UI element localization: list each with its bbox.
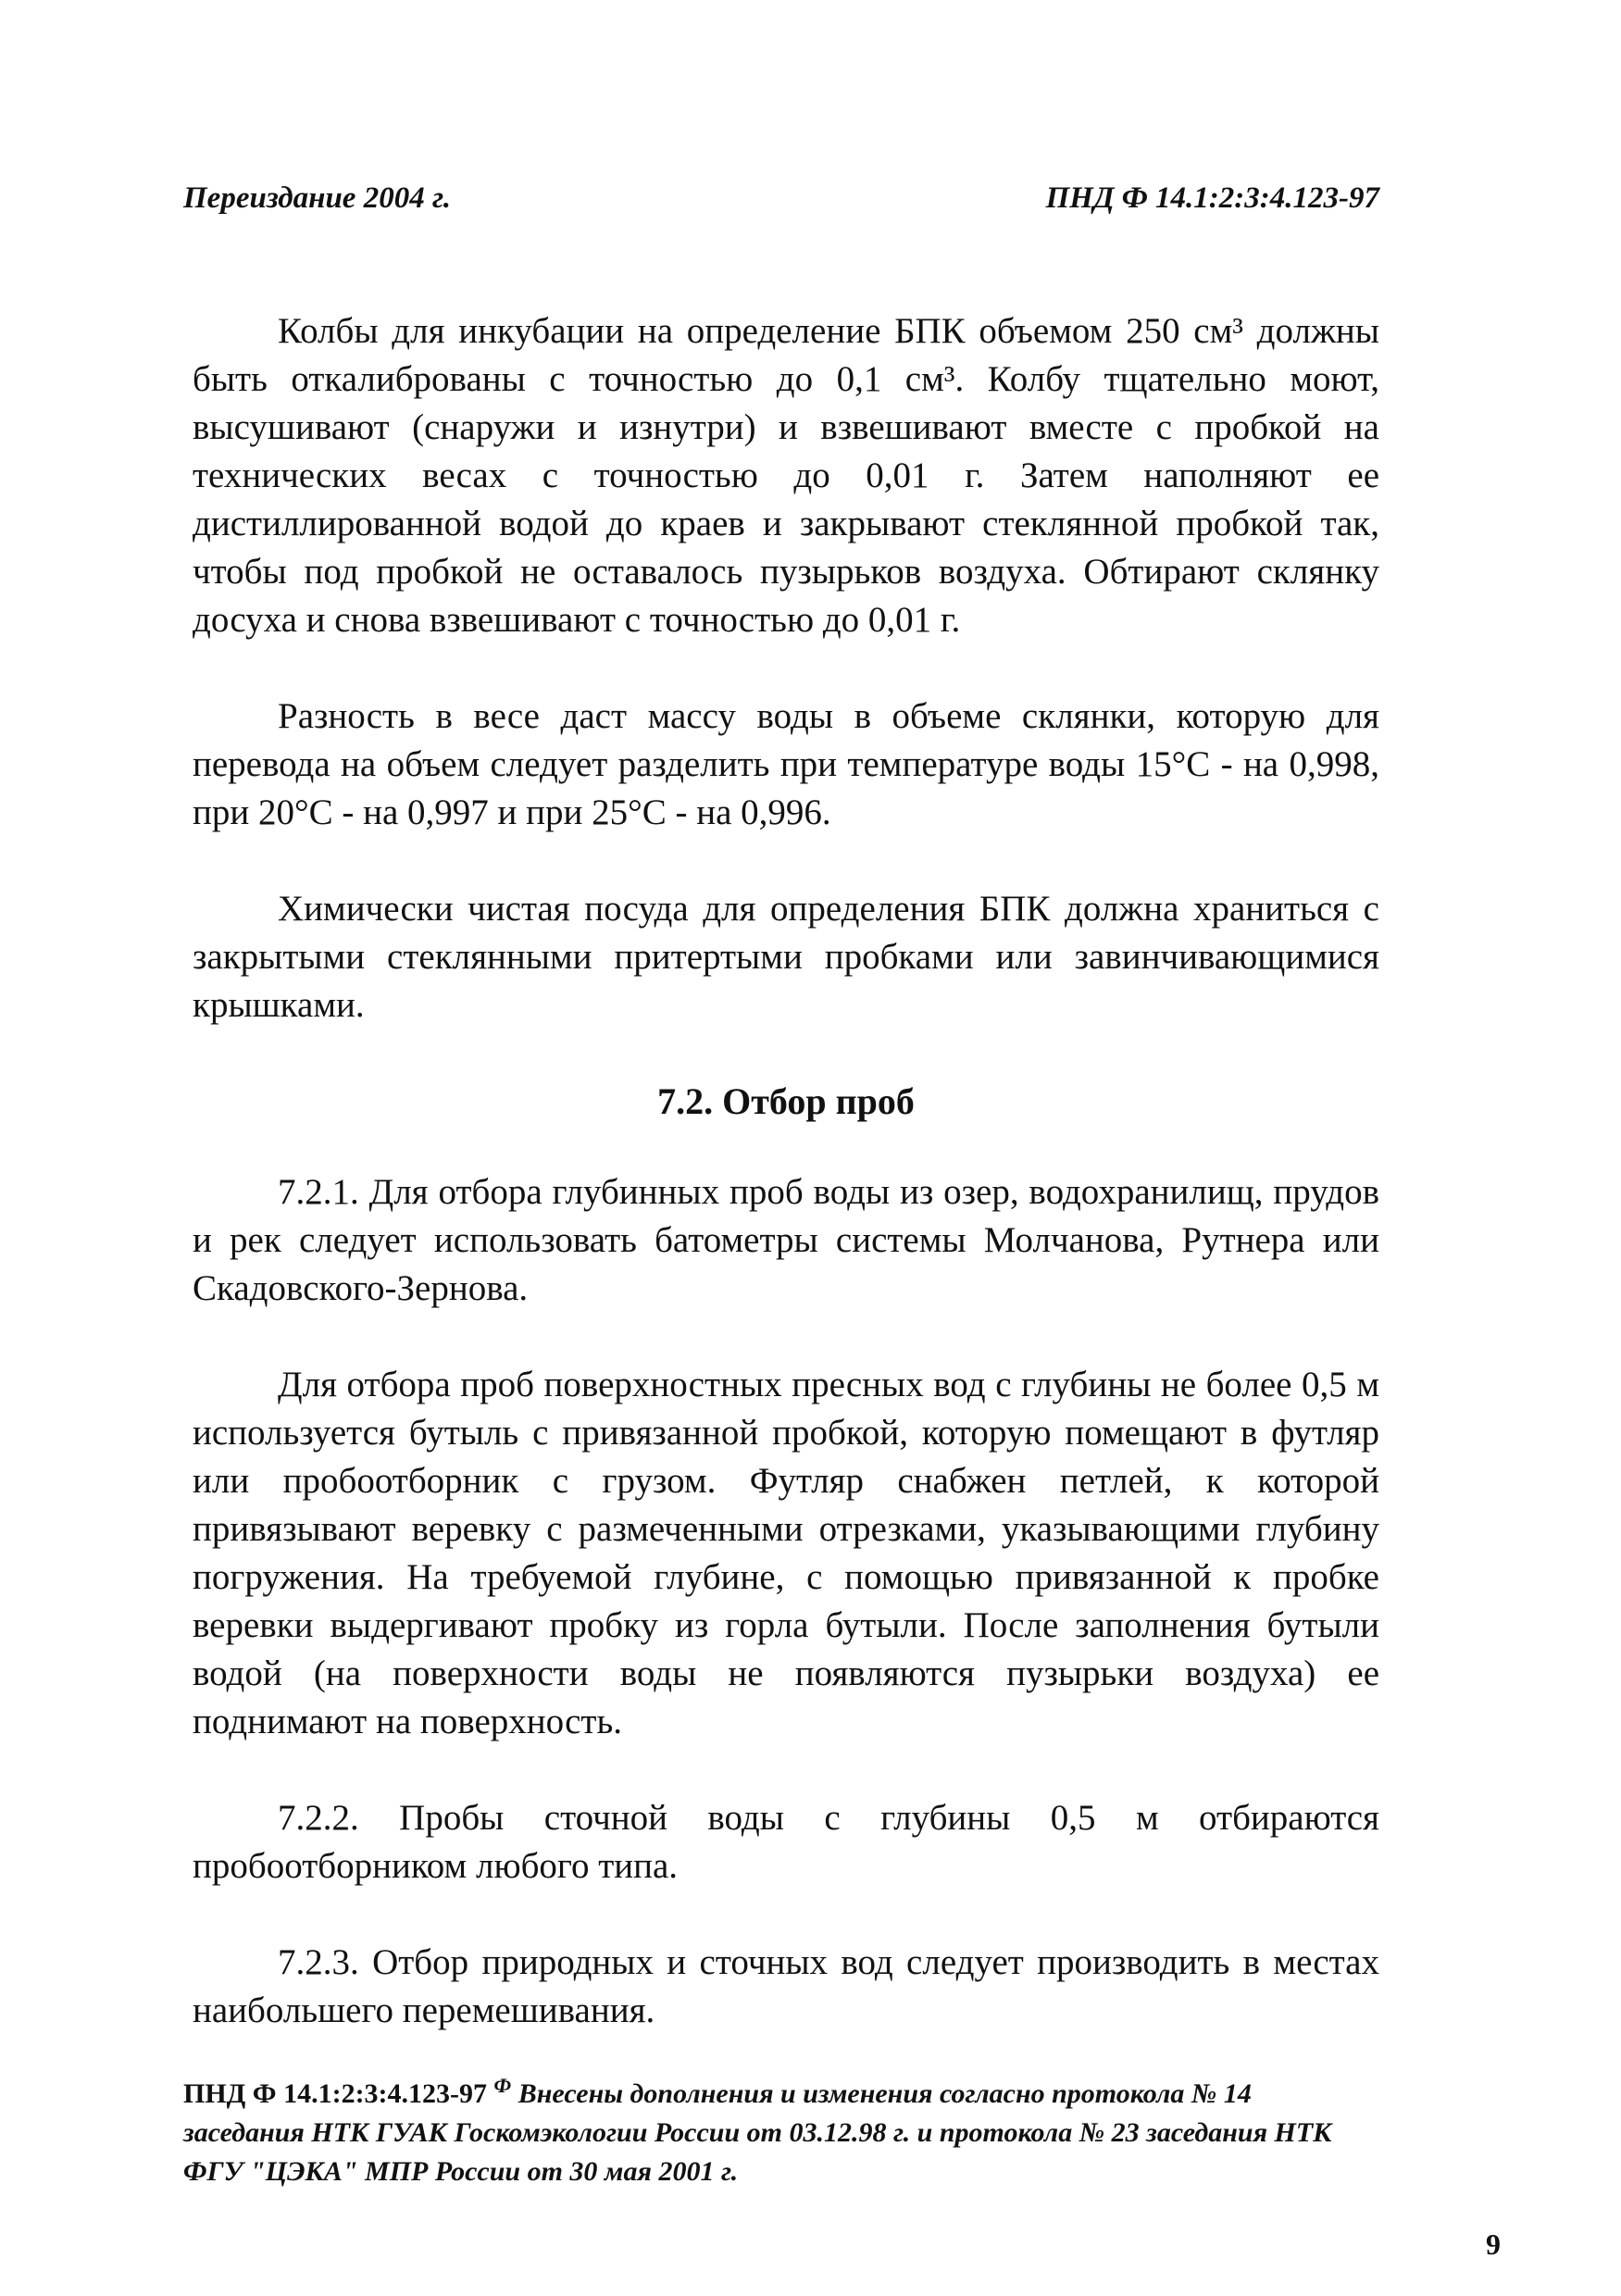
footnote-mark: Ф [493, 2074, 512, 2097]
footnote-document-code: ПНД Ф 14.1:2:3:4.123-97 [183, 2078, 488, 2109]
footnote [183, 2066, 1379, 2191]
page-header [183, 181, 1379, 228]
clause-text: Для отбора глубинных проб воды из озер, водохранилищ, прудов и рек следует использовать батометры системы Молчанова, Рутнера или Скадовского-Зернова. [193, 1172, 1379, 1308]
document-code: ПНД Ф 14.1:2:3:4.123-97 [1045, 181, 1379, 215]
clause-7-2-2 [193, 1794, 1379, 1890]
section-heading: 7.2. Отбор проб [657, 1080, 915, 1122]
clause-number: 7.2.1. [278, 1172, 359, 1212]
page-body [193, 307, 1379, 2083]
paragraph-glassware-storage: Химически чистая посуда для определения БПК должна храниться с закрытыми стеклянными притертыми пробками или завинчивающимися крышками. [193, 889, 1379, 1025]
edition-label: Переиздание 2004 г. [183, 181, 451, 215]
clause-text: Отбор природных и сточных вод следует производить в местах наибольшего перемешивания. [193, 1942, 1379, 2030]
page-number: 9 [1486, 2227, 1501, 2261]
paragraph-weight-difference: Разность в весе даст массу воды в объеме склянки, которую для перевода на объем следует разделить при температуре воды 15°С - на 0,998, при 20°С - на 0,997 и при 25°С - на 0,996. [193, 696, 1379, 832]
footnote-text: Внесены дополнения и изменения согласно протокола № 14 заседания НТК ГУАК Госкомэкологии России от 03.12.98 г. и протокола № 23 заседания НТК ФГУ "ЦЭКА" МПР России от 30 мая 2001 г. [183, 2078, 1332, 2187]
clause-text: Пробы сточной воды с глубины 0,5 м отбираются пробоотборником любого типа. [193, 1798, 1379, 1886]
clause-7-2-1 [193, 1168, 1379, 1313]
clause-number: 7.2.2. [278, 1798, 359, 1838]
paragraph-surface-sampling: Для отбора проб поверхностных пресных вод с глубины не более 0,5 м используется бутыль с привязанной пробкой, которую помещают в футляр или пробоотборник с грузом. Футляр снабжен петлей, к которой привязывают веревку с размеченными отрезками, указывающими глубину погружения. На требуемой глубине, с помощью привязанной к пробке веревки выдергивают пробку из горла бутыли. После заполнения бутыли водой (на поверхности воды не появляются пузырьки воздуха) ее поднимают на поверхность. [193, 1365, 1379, 1741]
clause-number: 7.2.3. [278, 1942, 359, 1982]
clause-7-2-3 [193, 1939, 1379, 2035]
paragraph-flask-calibration: Колбы для инкубации на определение БПК объемом 250 см³ должны быть откалиброваны с точностью до 0,1 см³. Колбу тщательно моют, высушивают (снаружи и изнутри) и взвешивают вместе с пробкой на технических весах с точностью до 0,01 г. Затем наполняют ее дистиллированной водой до краев и закрывают стеклянной пробкой так, чтобы под пробкой не оставалось пузырьков воздуха. Обтирают склянку досуха и снова взвешивают с точностью до 0,01 г. [193, 311, 1379, 640]
